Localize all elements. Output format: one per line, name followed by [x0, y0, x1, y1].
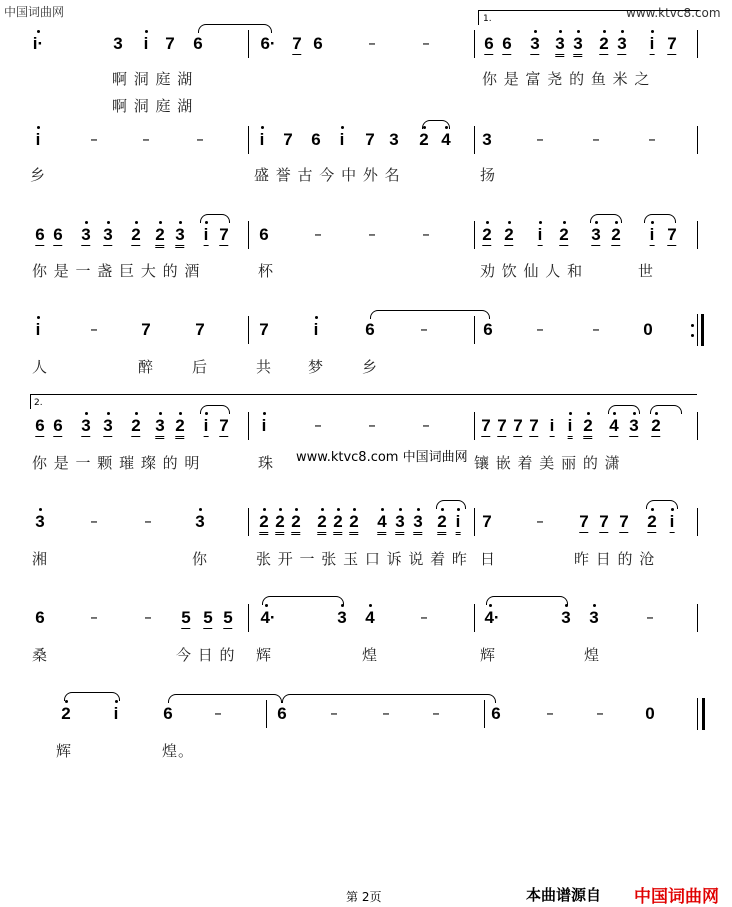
- note: 5: [223, 608, 233, 627]
- tie: [198, 24, 272, 33]
- high-dot: [445, 126, 448, 129]
- tie: [282, 694, 496, 703]
- high-dot: [37, 30, 40, 33]
- note: 6: [53, 416, 63, 435]
- high-dot: [417, 508, 420, 511]
- note: 2: [504, 225, 514, 244]
- note: i: [339, 130, 345, 149]
- lyric: 日: [480, 550, 497, 568]
- high-dot: [65, 700, 68, 703]
- note: i: [203, 225, 209, 244]
- high-dot: [577, 30, 580, 33]
- dash: –: [196, 130, 204, 148]
- high-dot: [37, 126, 40, 129]
- dash: –: [420, 320, 428, 338]
- note: 7: [365, 130, 375, 149]
- barline: [697, 508, 698, 536]
- high-dot: [534, 30, 537, 33]
- high-dot: [651, 221, 654, 224]
- note: 6: [35, 416, 45, 435]
- note: 2: [275, 512, 284, 535]
- high-dot: [37, 316, 40, 319]
- barline: [474, 412, 475, 440]
- dash: –: [536, 320, 544, 338]
- note: 2: [333, 512, 342, 535]
- note: 3: [561, 608, 571, 627]
- high-dot: [107, 221, 110, 224]
- high-dot: [621, 30, 624, 33]
- lyric: 人: [32, 358, 49, 376]
- high-dot: [135, 412, 138, 415]
- barline: [248, 508, 249, 536]
- note: 7: [283, 130, 293, 149]
- high-dot: [39, 508, 42, 511]
- lyric: 梦: [308, 358, 325, 376]
- note: 3: [555, 34, 564, 57]
- repeat-barline: [701, 314, 704, 346]
- dash: –: [546, 704, 554, 722]
- dash: –: [422, 225, 430, 243]
- lyric: 世: [638, 262, 655, 280]
- note: 4: [365, 608, 375, 627]
- dash: –: [382, 704, 390, 722]
- barline: [697, 412, 698, 440]
- note: 7: [497, 416, 507, 435]
- note: 3: [103, 416, 113, 435]
- lyric: 乡: [362, 358, 379, 376]
- high-dot: [145, 30, 148, 33]
- lyric: 张 开 一 张 玉 口 诉 说 着 昨: [256, 550, 468, 568]
- note: 6: [53, 225, 63, 244]
- lyric: 煌。: [162, 742, 195, 760]
- high-dot: [353, 508, 356, 511]
- high-dot: [205, 412, 208, 415]
- note: 6: [311, 130, 321, 149]
- note: 3: [337, 608, 347, 627]
- lyric: 辉: [56, 742, 73, 760]
- note: 3: [591, 225, 601, 244]
- note: 2: [437, 512, 446, 535]
- note: 7: [579, 512, 589, 531]
- note: i: [549, 416, 555, 435]
- note: 3: [389, 130, 399, 149]
- dash: –: [648, 130, 656, 148]
- high-dot: [595, 221, 598, 224]
- high-dot: [369, 604, 372, 607]
- high-dot: [381, 508, 384, 511]
- note: i: [259, 130, 265, 149]
- high-dot: [593, 604, 596, 607]
- note: 3: [103, 225, 113, 244]
- note: 3: [573, 34, 582, 57]
- note: 6: [163, 704, 173, 723]
- lyric: 你 是 富 尧 的 鱼 米 之: [482, 70, 651, 88]
- high-dot: [179, 221, 182, 224]
- note: 3: [629, 416, 639, 435]
- dash: –: [536, 512, 544, 530]
- note: 7: [667, 225, 677, 244]
- note: 6: [35, 225, 45, 244]
- high-dot: [135, 221, 138, 224]
- barline: [697, 698, 698, 730]
- note: 3: [195, 512, 205, 531]
- note: 6: [193, 34, 203, 53]
- tie: [262, 596, 344, 605]
- dash: –: [646, 608, 654, 626]
- high-dot: [508, 221, 511, 224]
- note: 2: [131, 225, 141, 244]
- high-dot: [279, 508, 282, 511]
- high-dot: [85, 221, 88, 224]
- note: 6: [491, 704, 501, 723]
- high-dot: [559, 30, 562, 33]
- note: 3: [482, 130, 492, 149]
- note: i: [261, 416, 267, 435]
- lyric: 盛 誉 古 今 中 外 名: [254, 166, 401, 184]
- barline: [484, 700, 485, 728]
- note: 2: [155, 225, 164, 248]
- note: 7: [292, 34, 302, 53]
- note: i·: [32, 34, 44, 53]
- dash: –: [90, 608, 98, 626]
- lyric: 杯: [258, 262, 275, 280]
- note: i: [113, 704, 119, 723]
- lyric: 珠: [258, 454, 275, 472]
- watermark-top-right: www.ktvc8.com: [626, 6, 721, 20]
- note: i: [203, 416, 209, 435]
- high-dot: [199, 508, 202, 511]
- lyric: 桑: [32, 646, 49, 664]
- note: 4: [609, 416, 619, 435]
- high-dot: [265, 604, 268, 607]
- note: 6: [35, 608, 45, 627]
- note: 7: [219, 225, 229, 244]
- high-dot: [651, 30, 654, 33]
- high-dot: [539, 221, 542, 224]
- tie: [644, 214, 676, 223]
- lyric: 辉: [480, 646, 497, 664]
- barline: [697, 604, 698, 632]
- dash: –: [314, 416, 322, 434]
- high-dot: [205, 221, 208, 224]
- note: 3: [81, 225, 91, 244]
- barline: [474, 126, 475, 154]
- note: 3: [530, 34, 540, 53]
- high-dot: [569, 412, 572, 415]
- volta-label: 2.: [34, 398, 43, 408]
- lyric: 你 是 一 颗 璀 璨 的 明: [32, 454, 201, 472]
- high-dot: [341, 126, 344, 129]
- note: 4: [441, 130, 451, 149]
- high-dot: [565, 604, 568, 607]
- high-dot: [261, 126, 264, 129]
- note: 7: [599, 512, 609, 531]
- dash: –: [592, 130, 600, 148]
- high-dot: [651, 508, 654, 511]
- high-dot: [399, 508, 402, 511]
- note: 5: [181, 608, 191, 627]
- note: 3: [155, 416, 164, 439]
- note: 2: [131, 416, 141, 435]
- lyric: 啊 洞 庭 湖: [112, 97, 194, 115]
- barline: [474, 221, 475, 249]
- barline: [266, 700, 267, 728]
- high-dot: [159, 412, 162, 415]
- note: 0: [645, 704, 655, 723]
- note: i: [649, 34, 655, 53]
- note: 2: [259, 512, 268, 535]
- source-name: 中国词曲网: [634, 887, 719, 907]
- barline: [474, 508, 475, 536]
- high-dot: [337, 508, 340, 511]
- note: 2: [175, 416, 184, 439]
- high-dot: [263, 508, 266, 511]
- dash: –: [592, 320, 600, 338]
- note: i: [313, 320, 319, 339]
- lyric: 劝 饮 仙 人 和: [480, 262, 584, 280]
- dash: –: [368, 225, 376, 243]
- barline: [248, 126, 249, 154]
- lyric: 共: [256, 358, 273, 376]
- dash: –: [90, 320, 98, 338]
- dash: –: [144, 512, 152, 530]
- note: i: [35, 320, 41, 339]
- dash: –: [432, 704, 440, 722]
- note: 3: [113, 34, 123, 53]
- lyric: 昨 日 的 沧: [574, 550, 656, 568]
- note: 3: [395, 512, 404, 535]
- dash: –: [368, 34, 376, 52]
- lyric: 煌: [362, 646, 379, 664]
- dash: –: [214, 704, 222, 722]
- note: 2: [599, 34, 609, 53]
- note: 2: [583, 416, 592, 439]
- high-dot: [315, 316, 318, 319]
- watermark-middle: www.ktvc8.com 中国词曲网: [296, 450, 468, 465]
- note: 3: [175, 225, 184, 248]
- tie: [370, 310, 490, 319]
- note: 7: [481, 416, 491, 435]
- source-label: 本曲谱源自: [526, 886, 602, 904]
- high-dot: [613, 412, 616, 415]
- note: 7: [667, 34, 677, 53]
- high-dot: [603, 30, 606, 33]
- high-dot: [159, 221, 162, 224]
- high-dot: [489, 604, 492, 607]
- lyric: 镶 嵌 着 美 丽 的 潇: [474, 454, 621, 472]
- dash: –: [536, 130, 544, 148]
- note: 3: [589, 608, 599, 627]
- note: 6: [365, 320, 375, 339]
- dash: –: [330, 704, 338, 722]
- repeat-dot: [691, 334, 694, 337]
- barline: [474, 30, 475, 58]
- lyric: 扬: [480, 166, 497, 184]
- barline: [248, 412, 249, 440]
- lyric: 醉: [138, 358, 155, 376]
- note: 2: [291, 512, 300, 535]
- note: 7: [259, 320, 269, 339]
- note: 6: [484, 34, 494, 53]
- high-dot: [295, 508, 298, 511]
- barline: [697, 221, 698, 249]
- barline: [474, 316, 475, 344]
- note: 6·: [260, 34, 276, 53]
- note: 6: [277, 704, 287, 723]
- volta-2: [30, 394, 697, 409]
- high-dot: [457, 508, 460, 511]
- dash: –: [314, 225, 322, 243]
- note: i: [537, 225, 543, 244]
- volta-1: [478, 10, 699, 25]
- note: 3: [35, 512, 45, 531]
- note: 5: [203, 608, 213, 627]
- note: 7: [165, 34, 175, 53]
- lyric: 你: [192, 550, 209, 568]
- note: 2: [611, 225, 621, 244]
- note: 6: [259, 225, 269, 244]
- dash: –: [90, 512, 98, 530]
- watermark-top-left: 中国词曲网: [4, 5, 65, 19]
- note: 2: [482, 225, 492, 244]
- note: 7: [219, 416, 229, 435]
- note: 7: [619, 512, 629, 531]
- lyric: 后: [192, 358, 209, 376]
- note: i: [649, 225, 655, 244]
- page-number: 第 2页: [346, 890, 382, 904]
- lyric: 辉: [256, 646, 273, 664]
- high-dot: [179, 412, 182, 415]
- lyric: 乡: [30, 166, 47, 184]
- dash: –: [90, 130, 98, 148]
- barline: [474, 604, 475, 632]
- note: i: [669, 512, 675, 531]
- note: 4·: [260, 608, 276, 627]
- high-dot: [486, 221, 489, 224]
- lyric: 今 日 的: [176, 646, 236, 664]
- note: 2: [317, 512, 326, 535]
- lyric: 你 是 一 盏 巨 大 的 酒: [32, 262, 201, 280]
- high-dot: [587, 412, 590, 415]
- note: i: [456, 512, 461, 535]
- high-dot: [615, 221, 618, 224]
- dash: –: [144, 608, 152, 626]
- high-dot: [341, 604, 344, 607]
- high-dot: [263, 412, 266, 415]
- volta-label: 1.: [483, 14, 492, 24]
- note: 2: [651, 416, 661, 435]
- high-dot: [671, 508, 674, 511]
- note: 4: [377, 512, 386, 535]
- dash: –: [142, 130, 150, 148]
- note: 3: [413, 512, 422, 535]
- lyric: 湘: [32, 550, 49, 568]
- high-dot: [85, 412, 88, 415]
- high-dot: [321, 508, 324, 511]
- note: 3: [81, 416, 91, 435]
- high-dot: [633, 412, 636, 415]
- barline: [697, 314, 698, 346]
- note: 2: [61, 704, 71, 723]
- repeat-dot: [691, 324, 694, 327]
- barline: [697, 30, 698, 58]
- barline: [248, 316, 249, 344]
- note: i: [35, 130, 41, 149]
- note: 0: [643, 320, 653, 339]
- final-barline: [702, 698, 705, 730]
- note: 7: [513, 416, 523, 435]
- high-dot: [441, 508, 444, 511]
- lyric: 啊 洞 庭 湖: [112, 70, 194, 88]
- note: 2: [419, 130, 429, 149]
- note: 7: [482, 512, 492, 531]
- note: 2: [559, 225, 569, 244]
- note: 7: [195, 320, 205, 339]
- dash: –: [422, 416, 430, 434]
- note: 6: [313, 34, 323, 53]
- high-dot: [107, 412, 110, 415]
- note: 3: [617, 34, 627, 53]
- dash: –: [420, 608, 428, 626]
- tie: [486, 596, 568, 605]
- note: 7: [529, 416, 539, 435]
- lyric: 煌: [584, 646, 601, 664]
- note: 2: [647, 512, 657, 531]
- note: 6: [483, 320, 493, 339]
- note: 7: [141, 320, 151, 339]
- high-dot: [655, 412, 658, 415]
- barline: [248, 221, 249, 249]
- note: i: [143, 34, 149, 53]
- high-dot: [115, 700, 118, 703]
- dash: –: [422, 34, 430, 52]
- tie: [64, 692, 120, 701]
- tie: [168, 694, 282, 703]
- dash: –: [596, 704, 604, 722]
- note: i: [568, 416, 573, 439]
- high-dot: [563, 221, 566, 224]
- barline: [248, 604, 249, 632]
- dash: –: [368, 416, 376, 434]
- note: 4·: [484, 608, 500, 627]
- note: 2: [349, 512, 358, 535]
- note: 6: [502, 34, 512, 53]
- barline: [697, 126, 698, 154]
- barline: [248, 30, 249, 58]
